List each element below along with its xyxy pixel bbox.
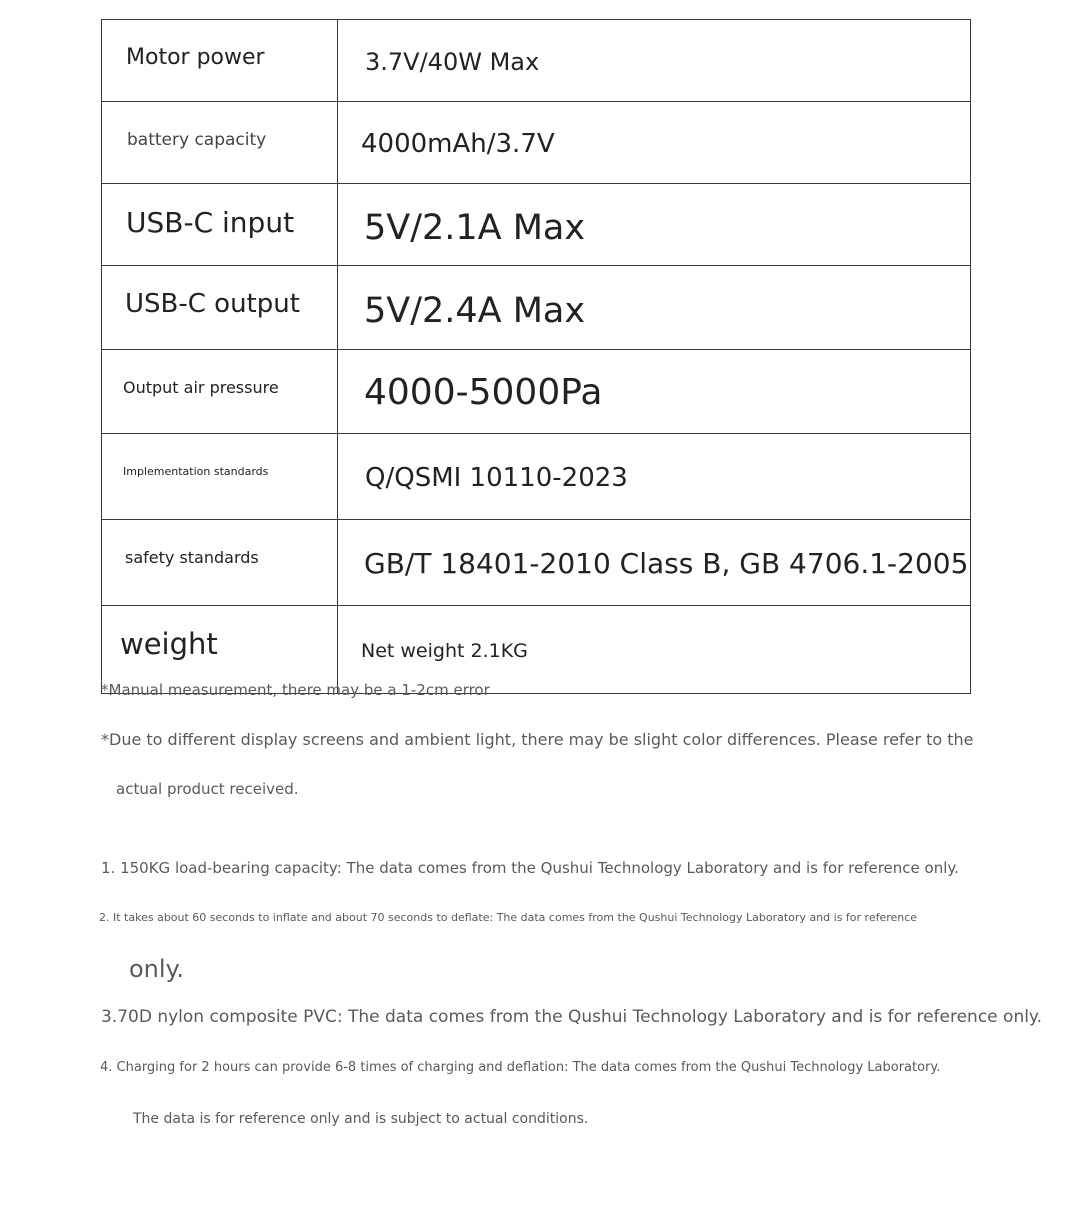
note-item-2-line2: only. [129, 955, 184, 983]
note-item-3: 3.70D nylon composite PVC: The data comes from the Qushui Technology Laboratory and is for reference only. [101, 1007, 1042, 1027]
spec-value: 3.7V/40W Max [338, 20, 971, 102]
note-item-4-line2: The data is for reference only and is subject to actual conditions. [133, 1111, 589, 1127]
note-color-line2: actual product received. [116, 780, 299, 798]
table-row [102, 434, 971, 520]
spec-value: Q/QSMI 10110-2023 [338, 434, 971, 520]
spec-value: 4000mAh/3.7V [338, 102, 971, 184]
spec-value: 4000-5000Pa [338, 350, 971, 434]
table-row [102, 184, 971, 266]
note-color-line1: *Due to different display screens and ambient light, there may be slight color differences. Please refer to the [101, 730, 974, 749]
note-item-1: 1. 150KG load-bearing capacity: The data comes from the Qushui Technology Laboratory and is for reference only. [101, 859, 959, 877]
table-row [102, 20, 971, 102]
spec-label: USB-C output [102, 266, 338, 350]
note-item-4-line1: 4. Charging for 2 hours can provide 6-8 times of charging and deflation: The data comes from the Qushui Technology Laboratory. [100, 1060, 941, 1075]
spec-label: Motor power [102, 20, 338, 102]
spec-label: weight [102, 606, 338, 694]
table-row [102, 520, 971, 606]
spec-label: safety standards [102, 520, 338, 606]
table-row [102, 350, 971, 434]
spec-label: Output air pressure [102, 350, 338, 434]
spec-label: battery capacity [102, 102, 338, 184]
spec-value: 5V/2.1A Max [338, 184, 971, 266]
table-row [102, 266, 971, 350]
spec-label: Implementation standards [102, 434, 338, 520]
table-row [102, 102, 971, 184]
spec-value: 5V/2.4A Max [338, 266, 971, 350]
note-measurement: *Manual measurement, there may be a 1-2cm error [101, 681, 490, 699]
spec-value: GB/T 18401-2010 Class B, GB 4706.1-2005 [338, 520, 971, 606]
note-item-2-line1: 2. It takes about 60 seconds to inflate and about 70 seconds to deflate: The data comes from the Qushui Technology Laboratory and is for reference [99, 911, 918, 924]
spec-value: Net weight 2.1KG [338, 606, 971, 694]
spec-label: USB-C input [102, 184, 338, 266]
spec-table [101, 19, 971, 694]
